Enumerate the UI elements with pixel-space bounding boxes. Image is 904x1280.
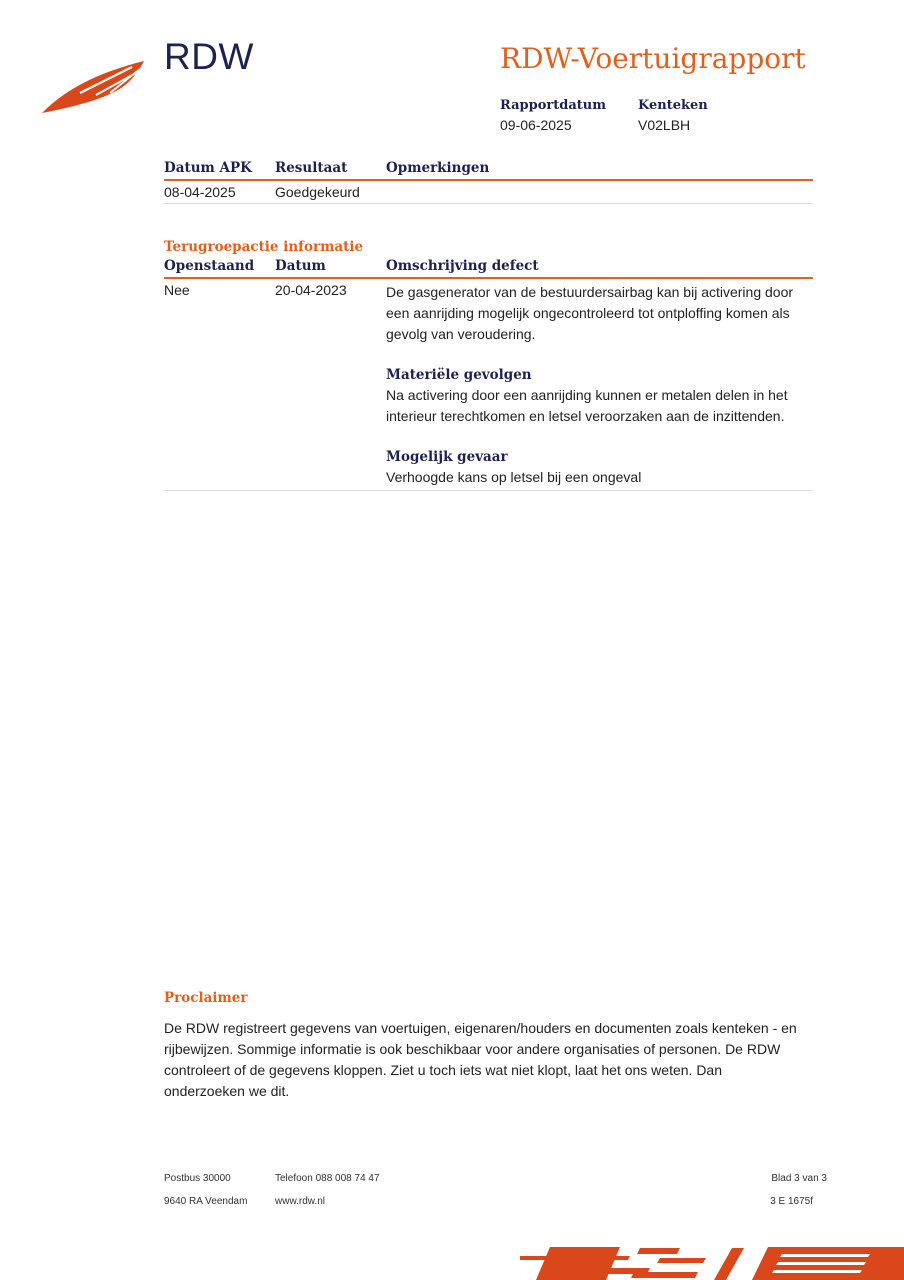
rdw-logo-icon [40, 55, 150, 117]
col-omschrijving: Omschrijving defect [386, 258, 539, 274]
col-datum: Datum [275, 258, 326, 274]
recall-table [164, 239, 813, 491]
footer-phone: Telefoon 088 008 74 47 [275, 1173, 380, 1184]
footer-web[interactable]: www.rdw.nl [275, 1196, 326, 1207]
consequences-text: Na activering door een aanrijding kunnen er metalen delen in het interieur terechtkomen en letsel veroorzaken aan de inzittenden. [386, 387, 788, 424]
col-openstaand: Openstaand [164, 258, 255, 274]
apk-table [164, 160, 813, 204]
plate-block [638, 98, 708, 133]
report-date-block [500, 98, 606, 133]
recall-table-header [164, 258, 813, 279]
proclaimer-section [164, 990, 804, 1102]
proclaimer-text: De RDW registreert gegevens van voertuigen, eigenaren/houders en documenten zoals kenteken - en rijbewijzen. Sommige informatie is ook beschikbaar voor andere organisaties of personen. De RDW controleert of de gegevens kloppen. Ziet u toch iets wat niet klopt, laat het ons weten. Dan onderzoeken we dit. [164, 1020, 797, 1099]
footer-doc-code: 3 E 1675f [770, 1196, 813, 1207]
plate-label: Kenteken [638, 98, 708, 113]
danger-text: Verhoogde kans op letsel bij een ongeval [386, 469, 642, 485]
apk-table-header [164, 160, 813, 181]
report-title: RDW-Voertuigrapport [500, 42, 806, 75]
col-resultaat: Resultaat [275, 160, 348, 176]
footer-city: 9640 RA Veendam [164, 1196, 248, 1207]
col-datum-apk: Datum APK [164, 160, 252, 176]
brand-name: RDW [164, 36, 254, 77]
decorative-stripes-icon [520, 1244, 904, 1280]
apk-result: Goedgekeurd [275, 184, 360, 200]
footer-postbus: Postbus 30000 [164, 1173, 231, 1184]
consequences-label: Materiële gevolgen [386, 367, 532, 383]
recall-description: De gasgenerator van de bestuurdersairbag kan bij activering door een aanrijding mogelijk ongecontroleerd tot ontploffing komen als gevolg van veroudering. [386, 284, 794, 342]
footer-page-number: Blad 3 van 3 [771, 1173, 827, 1184]
plate-value: V02LBH [638, 117, 691, 133]
recall-date: 20-04-2023 [275, 282, 347, 298]
table-row [164, 181, 813, 204]
apk-date: 08-04-2025 [164, 184, 236, 200]
col-opmerkingen: Opmerkingen [386, 160, 490, 176]
table-row [164, 279, 813, 491]
report-date-value: 09-06-2025 [500, 117, 572, 133]
proclaimer-title: Proclaimer [164, 990, 248, 1006]
recall-section-title: Terugroepactie informatie [164, 239, 364, 255]
danger-label: Mogelijk gevaar [386, 449, 508, 465]
report-date-label: Rapportdatum [500, 98, 606, 113]
recall-open: Nee [164, 282, 190, 298]
recall-details [386, 282, 813, 488]
apk-remarks [386, 184, 813, 200]
